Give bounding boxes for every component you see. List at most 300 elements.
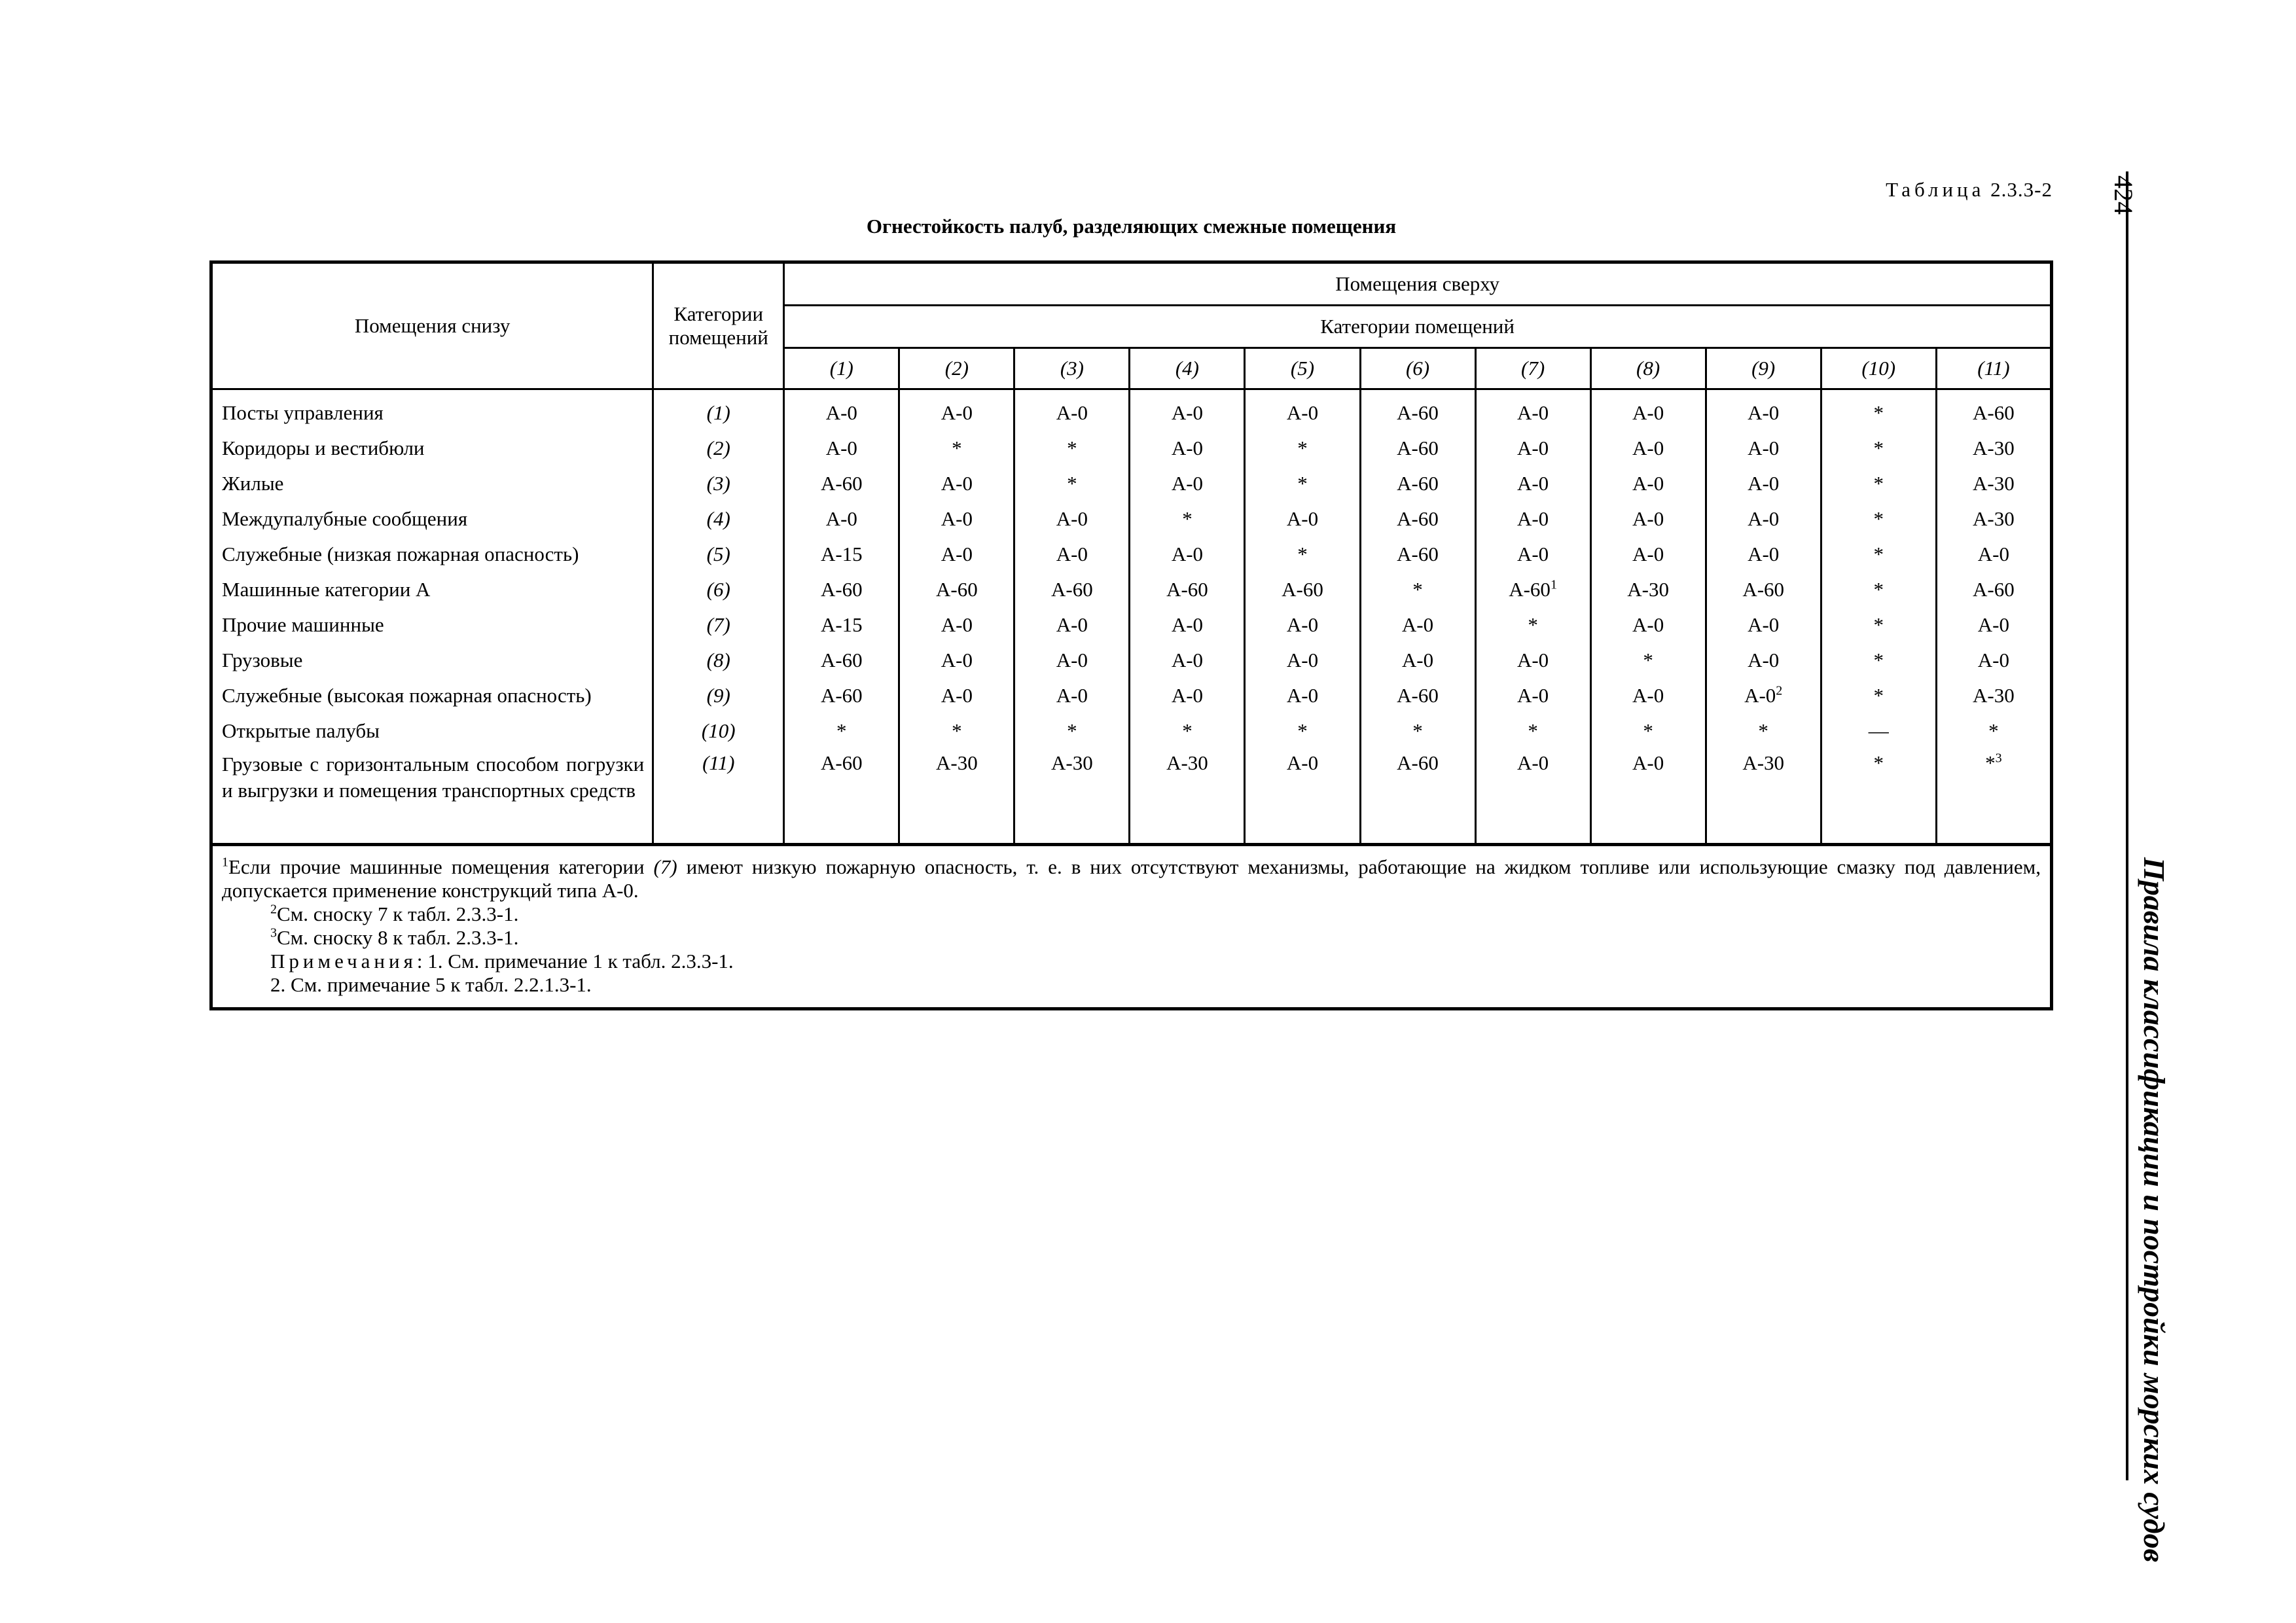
category-cell: (10) [653, 713, 784, 749]
rating-value: A-60 [820, 649, 863, 671]
rating-cell [1590, 749, 1706, 845]
rating-value: * [1297, 719, 1308, 742]
column-header: (2) [899, 348, 1014, 389]
rating-value: A-0 [1516, 543, 1549, 565]
rating-value: A-60 [1166, 578, 1208, 601]
rating-value: A-30 [1973, 507, 2015, 530]
category-cell: (7) [653, 607, 784, 643]
note-1-text-continued: имеют низкую пожарную опасность, т. е. в них отсутствуют механизмы, работающие на жидком топливе или использующие смазку под давлением, допускается применение конструкций типа A-0. [222, 855, 2041, 902]
rating-cell [1245, 389, 1360, 431]
rating-cell [1706, 537, 1821, 572]
rating-cell [899, 678, 1014, 713]
column-header: (8) [1590, 348, 1706, 389]
rating-cell [1014, 749, 1130, 845]
rating-value: A-0 [1516, 751, 1549, 774]
rating-value: * [1528, 613, 1538, 636]
rating-value: A-60 [1397, 472, 1439, 495]
rating-value: A-30 [1627, 578, 1669, 601]
room-name-cell: Открытые палубы [211, 713, 653, 749]
rating-cell [1014, 678, 1130, 713]
rating-value: A-60 [1509, 578, 1551, 601]
table-row [211, 713, 2052, 749]
footnote-marker: 3 [1995, 751, 2002, 766]
rating-value: * [1758, 719, 1768, 742]
rating-cell [1936, 431, 2051, 466]
rating-cell [899, 501, 1014, 537]
table-title: Огнестойкость палуб, разделяющих смежные помещения [866, 215, 1397, 238]
rating-value: * [836, 719, 847, 742]
rating-cell [1706, 749, 1821, 845]
rating-cell [899, 537, 1014, 572]
rating-cell [1936, 607, 2051, 643]
column-header: (9) [1706, 348, 1821, 389]
note-2-marker: 2 [270, 902, 277, 917]
rating-value: A-0 [1516, 649, 1549, 671]
rating-cell [899, 572, 1014, 607]
rating-cell [1821, 713, 1936, 749]
rating-cell [1245, 713, 1360, 749]
rating-cell [784, 537, 899, 572]
category-cell: (4) [653, 501, 784, 537]
rating-cell [1590, 572, 1706, 607]
rating-value: A-0 [1171, 437, 1204, 459]
rating-value: A-60 [1973, 401, 2015, 424]
rating-value: * [1528, 719, 1538, 742]
rating-cell [1360, 749, 1475, 845]
rating-cell [1936, 389, 2051, 431]
note-3-marker: 3 [270, 925, 277, 940]
rating-value: A-0 [1286, 401, 1319, 424]
rating-cell [1475, 749, 1590, 845]
rating-cell [1130, 466, 1245, 501]
rating-cell [1821, 537, 1936, 572]
rating-value: A-0 [1748, 649, 1780, 671]
table-label-number: 2.3.3-2 [1990, 178, 2053, 201]
table-row [211, 678, 2052, 713]
rating-value: * [1873, 543, 1884, 565]
category-cell: (2) [653, 431, 784, 466]
rating-value: * [1182, 719, 1193, 742]
rating-cell [1590, 501, 1706, 537]
rating-cell [1475, 389, 1590, 431]
remarks-1 [222, 950, 2041, 973]
running-title: Правила классификации и постройки морских судов [2138, 857, 2171, 1563]
rating-cell [1130, 607, 1245, 643]
column-header: (5) [1245, 348, 1360, 389]
rating-cell [1936, 501, 2051, 537]
rating-value: A-0 [1516, 437, 1549, 459]
category-cell: (11) [653, 749, 784, 845]
rating-cell [1475, 466, 1590, 501]
rating-value: A-0 [941, 401, 973, 424]
rating-cell [1590, 537, 1706, 572]
rating-value: A-0 [1056, 401, 1088, 424]
rating-cell [1245, 466, 1360, 501]
room-name-cell: Служебные (низкая пожарная опасность) [211, 537, 653, 572]
rating-cell [1936, 713, 2051, 749]
column-header: (11) [1936, 348, 2051, 389]
rating-value: A-60 [1282, 578, 1323, 601]
rating-value: A-0 [1171, 401, 1204, 424]
rating-cell [1130, 678, 1245, 713]
rating-cell [784, 572, 899, 607]
rating-value: A-30 [1973, 684, 2015, 707]
rating-value: A-0 [1748, 437, 1780, 459]
rating-cell [1014, 431, 1130, 466]
rating-value: A-60 [1397, 751, 1439, 774]
rating-cell [1706, 678, 1821, 713]
remarks-label: Примечания [270, 950, 417, 972]
rating-value: * [1873, 613, 1884, 636]
rating-value: A-60 [1397, 543, 1439, 565]
rating-cell [1360, 501, 1475, 537]
rating-value: A-0 [1171, 472, 1204, 495]
rating-value: * [952, 437, 962, 459]
rating-value: A-0 [1632, 507, 1664, 530]
rating-cell [1245, 749, 1360, 845]
rating-value: A-0 [1632, 401, 1664, 424]
rating-value: * [1873, 578, 1884, 601]
rating-cell [1014, 389, 1130, 431]
rating-cell [1936, 537, 2051, 572]
note-3 [222, 926, 2041, 950]
room-name-cell: Коридоры и вестибюли [211, 431, 653, 466]
rating-cell [1130, 749, 1245, 845]
rating-value: A-0 [1632, 543, 1664, 565]
rating-value: — [1868, 719, 1889, 742]
room-name-cell: Машинные категории А [211, 572, 653, 607]
rating-value: * [1988, 719, 1999, 742]
rating-cell [1936, 466, 2051, 501]
rating-cell [1706, 501, 1821, 537]
rating-cell [1360, 537, 1475, 572]
note-1-category: (7) [653, 855, 677, 878]
rating-cell [1706, 713, 1821, 749]
rating-cell [784, 466, 899, 501]
rating-cell [784, 389, 899, 431]
rating-cell [1245, 501, 1360, 537]
rating-value: * [1297, 472, 1308, 495]
rating-value: A-0 [1748, 472, 1780, 495]
rating-cell [1130, 537, 1245, 572]
header-categories: Категории помещений [653, 262, 784, 389]
rating-value: A-0 [1286, 649, 1319, 671]
rating-cell [899, 749, 1014, 845]
rating-value: A-15 [820, 543, 863, 565]
rating-value: A-0 [1056, 613, 1088, 636]
rating-cell [899, 713, 1014, 749]
column-header: (4) [1130, 348, 1245, 389]
rating-cell [1360, 389, 1475, 431]
rating-cell [1475, 678, 1590, 713]
rating-value: A-0 [1171, 613, 1204, 636]
rating-cell [899, 607, 1014, 643]
rating-cell [784, 713, 899, 749]
table-row [211, 501, 2052, 537]
rating-value: A-60 [1742, 578, 1785, 601]
column-header: (7) [1475, 348, 1590, 389]
column-header: (3) [1014, 348, 1130, 389]
rating-cell [1014, 501, 1130, 537]
rating-value: * [1873, 649, 1884, 671]
rating-value: A-0 [1516, 401, 1549, 424]
rating-cell [1130, 643, 1245, 678]
rating-cell [1360, 572, 1475, 607]
rating-cell [1245, 678, 1360, 713]
rating-cell [1706, 466, 1821, 501]
category-cell: (9) [653, 678, 784, 713]
rating-cell [1821, 678, 1936, 713]
rating-value: A-0 [1286, 613, 1319, 636]
rating-value: A-0 [1632, 613, 1664, 636]
rating-value: * [1873, 401, 1884, 424]
rating-value: A-30 [935, 751, 978, 774]
table-row [211, 572, 2052, 607]
rating-value: A-0 [1632, 437, 1664, 459]
room-name-cell: Жилые [211, 466, 653, 501]
rating-cell [1360, 431, 1475, 466]
column-header: (10) [1821, 348, 1936, 389]
category-cell: (3) [653, 466, 784, 501]
column-header: (6) [1360, 348, 1475, 389]
rating-value: A-0 [1056, 649, 1088, 671]
rating-cell [1821, 431, 1936, 466]
rating-value: A-0 [1401, 613, 1434, 636]
rating-value: A-60 [1051, 578, 1093, 601]
table-row [211, 749, 2052, 845]
rating-cell [1360, 466, 1475, 501]
rating-cell [1821, 501, 1936, 537]
rating-value: A-0 [1632, 684, 1664, 707]
fire-resistance-table [209, 260, 2053, 1010]
rating-value: * [1182, 507, 1193, 530]
rating-value: * [1067, 719, 1077, 742]
remarks-1-text: : 1. См. примечание 1 к табл. 2.3.3-1. [416, 950, 734, 972]
rating-value: * [1297, 437, 1308, 459]
rating-value: A-0 [1516, 507, 1549, 530]
rating-cell [899, 466, 1014, 501]
rating-cell [1706, 572, 1821, 607]
table-label-word: Таблица [1886, 178, 1985, 201]
rating-value: A-0 [941, 613, 973, 636]
rating-value: * [1985, 751, 1996, 774]
rating-cell [1130, 572, 1245, 607]
rating-value: A-0 [1056, 684, 1088, 707]
rating-value: A-60 [1397, 684, 1439, 707]
table-row [211, 389, 2052, 431]
rating-value: A-60 [1397, 401, 1439, 424]
rating-value: A-0 [1056, 507, 1088, 530]
rating-cell [1590, 607, 1706, 643]
rating-value: * [1643, 649, 1653, 671]
rating-value: A-60 [1397, 507, 1439, 530]
rating-cell [1821, 607, 1936, 643]
column-header: (1) [784, 348, 899, 389]
rating-cell [899, 431, 1014, 466]
rating-cell [784, 501, 899, 537]
rating-cell [899, 389, 1014, 431]
rating-value: * [1643, 719, 1653, 742]
rating-cell [1821, 572, 1936, 607]
rating-cell [1936, 572, 2051, 607]
rating-cell [1130, 389, 1245, 431]
table-body [211, 389, 2052, 1009]
rating-cell [1590, 643, 1706, 678]
rating-value: A-0 [1286, 684, 1319, 707]
rating-value: A-0 [825, 401, 857, 424]
category-cell: (1) [653, 389, 784, 431]
rating-value: A-0 [1744, 684, 1776, 707]
footnote-marker: 2 [1776, 683, 1783, 698]
rating-value: * [1412, 578, 1423, 601]
rating-value: A-0 [1516, 684, 1549, 707]
rating-cell [1360, 713, 1475, 749]
rating-cell [1360, 607, 1475, 643]
header-rooms-below: Помещения снизу [211, 262, 653, 389]
rating-cell [1014, 466, 1130, 501]
rating-cell [1130, 501, 1245, 537]
category-cell: (5) [653, 537, 784, 572]
rating-cell [1014, 537, 1130, 572]
rating-cell [1245, 572, 1360, 607]
rating-cell [1706, 643, 1821, 678]
rating-cell [1475, 501, 1590, 537]
table-row [211, 466, 2052, 501]
note-3-text: См. сноску 8 к табл. 2.3.3-1. [277, 926, 519, 949]
category-cell: (6) [653, 572, 784, 607]
rating-cell [1475, 643, 1590, 678]
table-label [1886, 178, 2053, 202]
rating-cell [784, 607, 899, 643]
rating-cell [1590, 713, 1706, 749]
rating-value: A-60 [820, 684, 863, 707]
rating-value: A-0 [941, 684, 973, 707]
rating-cell [1590, 678, 1706, 713]
rating-value: A-0 [1171, 649, 1204, 671]
rating-value: A-30 [1973, 437, 2015, 459]
rating-cell [1475, 537, 1590, 572]
rating-cell [1475, 607, 1590, 643]
rating-cell [1245, 431, 1360, 466]
rating-value: A-60 [935, 578, 978, 601]
room-name-cell: Служебные (высокая пожарная опасность) [211, 678, 653, 713]
room-name-cell: Междупалубные сообщения [211, 501, 653, 537]
note-1 [222, 855, 2041, 902]
rating-value: A-0 [825, 437, 857, 459]
rating-cell [1014, 572, 1130, 607]
rating-cell [1245, 643, 1360, 678]
rating-cell [899, 643, 1014, 678]
rating-value: A-0 [941, 649, 973, 671]
rating-value: A-0 [1401, 649, 1434, 671]
rating-value: A-0 [1632, 751, 1664, 774]
rating-value: A-0 [1748, 507, 1780, 530]
rating-value: * [1067, 472, 1077, 495]
rating-value: A-60 [1973, 578, 2015, 601]
rating-cell [784, 678, 899, 713]
rating-cell [1360, 678, 1475, 713]
rating-cell [1245, 537, 1360, 572]
room-name-cell: Прочие машинные [211, 607, 653, 643]
table-row [211, 607, 2052, 643]
rating-cell [1590, 431, 1706, 466]
rating-value: A-0 [1748, 401, 1780, 424]
rating-cell [1130, 431, 1245, 466]
rating-cell [1360, 643, 1475, 678]
page-number: 424 [2109, 175, 2138, 215]
rating-value: A-0 [1977, 543, 2009, 565]
rating-cell [1014, 607, 1130, 643]
rating-cell [784, 643, 899, 678]
rating-value: A-0 [1516, 472, 1549, 495]
rating-cell [1821, 749, 1936, 845]
rating-value: * [1873, 437, 1884, 459]
rating-value: * [1412, 719, 1423, 742]
rating-value: A-0 [1171, 543, 1204, 565]
rating-cell [1706, 389, 1821, 431]
rating-value: A-15 [820, 613, 863, 636]
rating-value: * [1067, 437, 1077, 459]
rating-cell [1821, 389, 1936, 431]
rating-cell [1475, 572, 1590, 607]
header-rooms-above: Помещения сверху [784, 262, 2052, 306]
rating-value: A-60 [1397, 437, 1439, 459]
note-2 [222, 902, 2041, 926]
note-1-text: Если прочие машинные помещения категории [228, 855, 654, 878]
rating-cell [1706, 607, 1821, 643]
rating-value: * [1297, 543, 1308, 565]
rating-value: A-0 [941, 472, 973, 495]
rating-value: * [1873, 751, 1884, 774]
rating-cell [1475, 713, 1590, 749]
table-row [211, 643, 2052, 678]
rating-cell [1475, 431, 1590, 466]
rating-cell [1936, 678, 2051, 713]
rating-value: A-60 [820, 578, 863, 601]
rating-cell [1821, 466, 1936, 501]
rating-cell [1014, 713, 1130, 749]
rating-value: A-30 [1973, 472, 2015, 495]
note-1-marker: 1 [222, 855, 228, 870]
table-notes [211, 845, 2052, 1009]
category-cell: (8) [653, 643, 784, 678]
rating-value: A-60 [820, 751, 863, 774]
note-2-text: См. сноску 7 к табл. 2.3.3-1. [277, 902, 519, 925]
rating-value: A-0 [1977, 613, 2009, 636]
table-row [211, 431, 2052, 466]
rating-value: A-0 [941, 507, 973, 530]
rating-value: A-0 [1286, 751, 1319, 774]
rating-cell [784, 431, 899, 466]
table-row [211, 537, 2052, 572]
rating-cell [1821, 643, 1936, 678]
rating-value: A-30 [1051, 751, 1093, 774]
rating-value: A-0 [1977, 649, 2009, 671]
rating-cell [784, 749, 899, 845]
rating-cell [1245, 607, 1360, 643]
rating-value: A-0 [825, 507, 857, 530]
rating-cell [1590, 466, 1706, 501]
rating-value: A-0 [1056, 543, 1088, 565]
rating-value: A-0 [1748, 613, 1780, 636]
rating-value: A-0 [1286, 507, 1319, 530]
rating-cell [1936, 643, 2051, 678]
room-name-cell: Посты управления [211, 389, 653, 431]
rating-value: A-0 [941, 543, 973, 565]
rating-value: A-30 [1166, 751, 1208, 774]
rating-cell [1130, 713, 1245, 749]
rating-value: A-0 [1748, 543, 1780, 565]
